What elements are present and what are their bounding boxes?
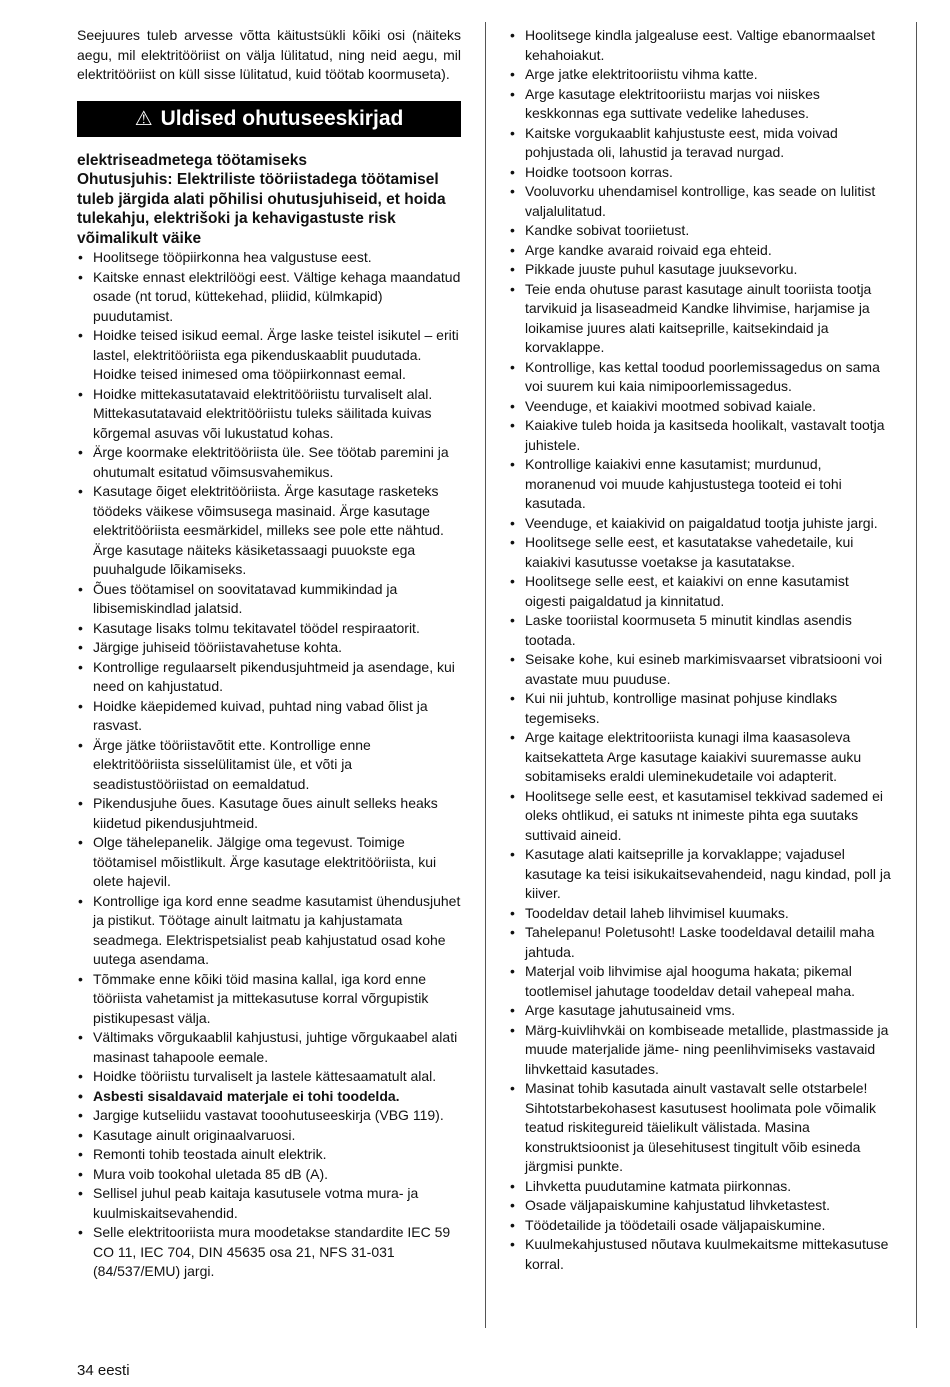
list-item: • Kaitske vorgukaablit kahjustuste eest, mida voivad pohjustada oli, lahustid ja teravad nurgad. [509,124,891,163]
list-item: • Arge kasutage jahutusaineid vms. [509,1001,891,1021]
list-item: • Teie enda ohutuse parast kasutage ainult tooriista tootja tarvikuid ja lisaseadmeid Kandke lihvimise, harjamise ja loikamise juures alati kaitseprille, kaitsekindaid ja korvaklappe. [509,280,891,358]
list-item: • Kasutage lisaks tolmu tekitavatel töödel respiraatorit. [77,619,461,639]
list-item: • Arge jatke elektritooriistu vihma katte. [509,65,891,85]
list-item: • Arge kaitage elektritooriista kunagi ilma kaasasoleva kaitsekatteta Arge kasutage kaiakivi suuremasse auku sobitamiseks eraldi uleminekudetaile voi adapterit. [509,728,891,787]
subheading-line-1: elektriseadmetega töötamiseks [77,151,308,169]
section-title: Uldised ohutuseeskirjad [160,106,404,130]
list-item: • Kontrollige, kas kettal toodud poorlemissagedus on sama voi suurem kui kaia nimipoorlemissagedus. [509,358,891,397]
list-item: • Jargige kutseliidu vastavat tooohutuseeskirja (VBG 119). [77,1106,461,1126]
list-item: • Tõmmake enne kõiki töid masina kallal, iga kord enne tööriista vahetamist ja mittekasutuse korral võrgupistik pistikupesast välja. [77,970,461,1029]
list-item: • Kuulmekahjustused nõutava kuulmekaitsme mittekasutuse korral. [509,1235,891,1274]
list-item: • Hoolitsege selle eest, et kaiakivi on enne kasutamist oigesti paigaldatud ja kinnitatud. [509,572,891,611]
list-item: • Olge tähelepanelik. Jälgige oma tegevust. Toimige töötamisel mõistlikult. Ärge kasutage elektritööriista, kui olete hajevil. [77,833,461,892]
list-item: • Pikkade juuste puhul kasutage juuksevorku. [509,260,891,280]
list-item: • Arge kandke avaraid roivaid ega ehteid. [509,241,891,261]
list-item: • Pikendusjuhe õues. Kasutage õues ainult selleks heaks kiidetud pikendusjuhtmeid. [77,794,461,833]
column-divider-right [916,22,917,1328]
intro-paragraph: Seejuures tuleb arvesse võtta käitustsükli kõiki osi (näiteks aegu, mil elektritööriist on välja lülitatud, ning neid aegu, mil elektritööriist on küll sisse lülitatud, kuid töötab koormuseta). [77,27,461,82]
list-item: • Kontrollige kaiakivi enne kasutamist; murdunud, moranenud voi muude kahjustustega tooteid ei tohi kasutada. [509,455,891,514]
list-item: • Töödetailide ja töödetaili osade väljapaiskumine. [509,1216,891,1236]
list-item: • Seisake kohe, kui esineb markimisvaarset vibratsiooni voi avastate muu puuduse. [509,650,891,689]
list-item: • Hoolitsege selle eest, et kasutamisel tekkivad sademed ei oleks ohtlikud, ei satuks nt inimeste pihta ega suutaks suttivaid aineid. [509,787,891,846]
list-item: • Tahelepanu! Poletusoht! Laske toodeldaval detailil maha jahtuda. [509,923,891,962]
list-item: • Järgige juhiseid tööriistavahetuse kohta. [77,638,461,658]
list-item: • Kui nii juhtub, kontrollige masinat pohjuse kindlaks tegemiseks. [509,689,891,728]
list-item: • Kaiakive tuleb hoida ja kasitseda hoolikalt, vastavalt tootja juhistele. [509,416,891,455]
list-item: • Hoidke käepidemed kuivad, puhtad ning vabad õlist ja rasvast. [77,697,461,736]
list-item: • Veenduge, et kaiakivid on paigaldatud tootja juhiste jargi. [509,514,891,534]
list-item: • Ärge jätke tööriistavõtit ette. Kontrollige enne elektritööriista sisselülitamist üle, et võti ja seadistustööriistad on eemaldatud. [77,736,461,795]
section-heading [77,101,461,137]
list-item: • Toodeldav detail laheb lihvimisel kuumaks. [509,904,891,924]
list-item: • Masinat tohib kasutada ainult vastavalt selle otstarbele! Sihtotstarbekohasest kasutusest hoolimata pole võimalik teatud riskitegureid täielikult välistada. Masina konstruktsioonist ja ülesehitusest tingitult võib esineda järgmisi punkte. [509,1079,891,1177]
list-item: • Kontrollige iga kord enne seadme kasutamist ühendusjuhet ja pistikut. Töötage ainult laitmatu ja kahjustamata seadmega. Elektrispetsialist peab kahjustatud osad kohe uutega asendama. [77,892,461,970]
list-item: • Mura voib tookohal uletada 85 dB (A). [77,1165,461,1185]
list-item: • Lihvketta puudutamine katmata piirkonnas. [509,1177,891,1197]
list-item: • Materjal voib lihvimise ajal hooguma hakata; pikemal tootlemisel jahutage toodeldav detail vahepeal maha. [509,962,891,1001]
list-item: • Ärge koormake elektritööriista üle. See töötab paremini ja ohutumalt esitatud võimsusvahemikus. [77,443,461,482]
list-item: • Arge kasutage elektritooriistu marjas voi niiskes keskkonnas ega suttivate vedelike laheduses. [509,85,891,124]
safety-list-left [77,248,461,1282]
warning-triangle-icon: ⚠ [134,108,153,130]
list-item: • Vältimaks võrgukaablil kahjustusi, juhtige võrgukaabel alati masinast tahapoole eemale. [77,1028,461,1067]
right-column [509,26,891,1274]
list-item: • Hoidke teised isikud eemal. Ärge laske teistel isikutel – eriti lastel, elektritööriista ega pikenduskaablit puudutada. Hoidke teised inimesed oma tööpiirkonnast eemal. [77,326,461,385]
list-item: • Hoolitsege kindla jalgealuse eest. Valtige ebanormaalset kehahoiakut. [509,26,891,65]
list-item: • Märg-kuivlihvkäi on kombiseade metallide, plastmasside ja muude materjalide jäme- ning peenlihvimiseks vastavaid lihvkettaid kasutades. [509,1021,891,1080]
list-item: • Asbesti sisaldavaid materjale ei tohi toodelda. [77,1087,461,1107]
list-item: • Hoidke tootsoon korras. [509,163,891,183]
left-column [77,26,461,1282]
page-footer: 34 eesti [77,1362,130,1379]
list-item: • Kontrollige regulaarselt pikendusjuhtmeid ja asendage, kui need on kahjustatud. [77,658,461,697]
list-item: • Vooluvorku uhendamisel kontrollige, kas seade on lulitist valjalulitatud. [509,182,891,221]
subheading-line-2: Ohutusjuhis: Elektriliste tööriistadega töötamisel tuleb järgida alati põhilisi ohutusjuhiseid, et hoida tulekahju, elektrišoki ja kehavigastuste risk võimalikult väike [77,171,446,247]
list-item: • Kasutage õiget elektritööriista. Ärge kasutage rasketeks töödeks väikese võimsusega masinaid. Ärge kasutage elektritööriista eesmärkidel, milleks see pole ette nähtud. Ärge kasutage näiteks käsiketassaagi puuokste ega puuhalgude lõikamiseks. [77,482,461,580]
list-item: • Hoidke mittekasutatavaid elektritööriistu turvaliselt alal. Mittekasutatavaid elektritööriistu tuleks säilitada kuivas kõrgemal asuvas või lukustatud kohas. [77,385,461,444]
list-item: • Õues töötamisel on soovitatavad kummikindad ja libisemiskindlad jalatsid. [77,580,461,619]
list-item: • Kandke sobivat tooriietust. [509,221,891,241]
list-item: • Osade väljapaiskumine kahjustatud lihvketastest. [509,1196,891,1216]
list-item: • Veenduge, et kaiakivi mootmed sobivad kaiale. [509,397,891,417]
column-divider-left [485,22,486,1328]
list-item: • Kaitske ennast elektrilöögi eest. Vältige kehaga maandatud osade (nt torud, küttekehad, pliidid, külmkapid) puudutamist. [77,268,461,327]
list-item: • Laske tooriistal koormuseta 5 minutit kindlas asendis tootada. [509,611,891,650]
list-item: • Selle elektritooriista mura moodetakse standardite IEC 59 CO 11, IEC 704, DIN 45635 osa 21, NFS 31-031 (84/537/EMU) jargi. [77,1223,461,1282]
list-item: • Kasutage ainult originaalvaruosi. [77,1126,461,1146]
list-item: • Hoidke tööriistu turvaliselt ja lastele kättesaamatult alal. [77,1067,461,1087]
list-item: • Kasutage alati kaitseprille ja korvaklappe; vajadusel kasutage ka teisi isikukaitsevahendeid, nagu kindad, poll ja kiiver. [509,845,891,904]
list-item: • Sellisel juhul peab kaitaja kasutusele votma mura- ja kuulmiskaitsevahendid. [77,1184,461,1223]
list-item: • Hoolitsege tööpiirkonna hea valgustuse eest. [77,248,461,268]
list-item: • Hoolitsege selle eest, et kasutatakse vahedetaile, kui kaiakivi kasutusse voetakse ja kasutatakse. [509,533,891,572]
safety-list-right [509,26,891,1274]
list-item: • Remonti tohib teostada ainult elektrik. [77,1145,461,1165]
